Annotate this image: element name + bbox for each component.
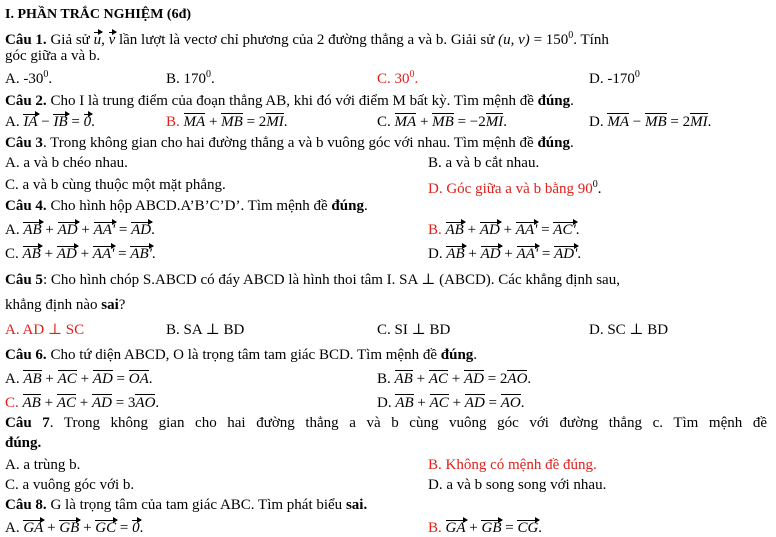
q7-option-a[interactable]: A. a trùng b. [5, 457, 81, 473]
q2-option-c[interactable]: C. MA + MB = −2MI. [377, 114, 507, 130]
q4-option-c[interactable]: C. AB + AD + AA' = AB'. [5, 246, 156, 262]
question-4: Câu 4. Cho hình hộp ABCD.A’B’C’D’. Tìm mệnh đề đúng. [5, 198, 368, 214]
q6-option-d[interactable]: D. AB + AC + AD = AO. [377, 395, 525, 411]
angle-uv: (u, v) [498, 32, 530, 48]
q3-option-b[interactable]: B. a và b cắt nhau. [428, 155, 540, 171]
q2-option-b[interactable]: B. MA + MB = 2MI. [166, 114, 288, 130]
vector-v: v [108, 32, 116, 48]
q4-option-d[interactable]: D. AB + AD + AA' = AD'. [428, 246, 582, 262]
q7-option-b[interactable]: B. Không có mệnh đề đúng. [428, 457, 597, 473]
q8-option-a[interactable]: A. GA + GB + GC = 0. [5, 520, 144, 536]
q2-option-a[interactable]: A. IA − IB = 0. [5, 114, 95, 130]
q6-option-a[interactable]: A. AB + AC + AD = OA. [5, 371, 153, 387]
q5-option-d[interactable]: D. SC ⊥ BD [589, 322, 669, 338]
section-heading: I. PHẦN TRẮC NGHIỆM (6đ) [5, 7, 192, 22]
question-3: Câu 3. Trong không gian cho hai đường thẳng a và b vuông góc với nhau. Tìm mệnh đề đúng. [5, 135, 574, 151]
question-7-cont: đúng. [5, 435, 42, 451]
question-5: Câu 5: Cho hình chóp S.ABCD có đáy ABCD là hình thoi tâm I. SA ⊥ (ABCD). Các khẳng định sau, [5, 272, 620, 288]
q1-option-a[interactable]: A. $-30^0$. [5, 69, 53, 87]
question-1: Câu 1. Giả sử u, v lần lượt là vectơ chỉ phương của 2 đường thẳng a và b. Giải sử (u, $v) = 150^0$. Tính [5, 30, 609, 48]
q5-option-b[interactable]: B. SA ⊥ BD [166, 322, 245, 338]
question-7: Câu 7. Trong không gian cho hai đường thẳng a và b cùng vuông góc với đường thẳng c. Tìm mệnh đề [5, 415, 767, 431]
q4-option-a[interactable]: A. AB + AD + AA' = AD. [5, 222, 155, 238]
vector-u: u [93, 32, 102, 48]
q5-option-c[interactable]: C. SI ⊥ BD [377, 322, 451, 338]
question-8: Câu 8. G là trọng tâm của tam giác ABC. Tìm phát biểu sai. [5, 497, 368, 513]
question-6: Câu 6. Cho tứ diện ABCD, O là trọng tâm tam giác BCD. Tìm mệnh đề đúng. [5, 347, 478, 363]
q7-option-d[interactable]: D. a và b song song với nhau. [428, 477, 607, 493]
q3-option-d[interactable]: D. Góc giữa a và b bằng $90^0$. [428, 179, 602, 197]
question-1-cont: góc giữa a và b. [5, 48, 101, 64]
question-2: Câu 2. Cho I là trung điểm của đoạn thẳng AB, khi đó với điểm M bất kỳ. Tìm mệnh đề đúng. [5, 93, 574, 109]
q1-option-c[interactable]: C. $30^0$. [377, 69, 419, 87]
question-5-cont: khẳng định nào sai? [5, 297, 126, 313]
q4-option-b[interactable]: B. AB + AD + AA' = AC'. [428, 222, 580, 238]
q5-option-a[interactable]: A. AD ⊥ SC [5, 322, 85, 338]
question-1-label: Câu 1. [5, 32, 47, 48]
q2-option-d[interactable]: D. MA − MB = 2MI. [589, 114, 712, 130]
q6-option-b[interactable]: B. AB + AC + AD = 2AO. [377, 371, 532, 387]
q1-option-b[interactable]: B. $170^0$. [166, 69, 215, 87]
q7-option-c[interactable]: C. a vuông góc với b. [5, 477, 135, 493]
q6-option-c[interactable]: C. AB + AC + AD = 3AO. [5, 395, 160, 411]
q1-option-d[interactable]: D. $-170^0$ [589, 69, 640, 87]
q8-option-b[interactable]: B. GA + GB = CG. [428, 520, 543, 536]
q3-option-c[interactable]: C. a và b cùng thuộc một mặt phẳng. [5, 177, 226, 193]
q3-option-a[interactable]: A. a và b chéo nhau. [5, 155, 128, 171]
